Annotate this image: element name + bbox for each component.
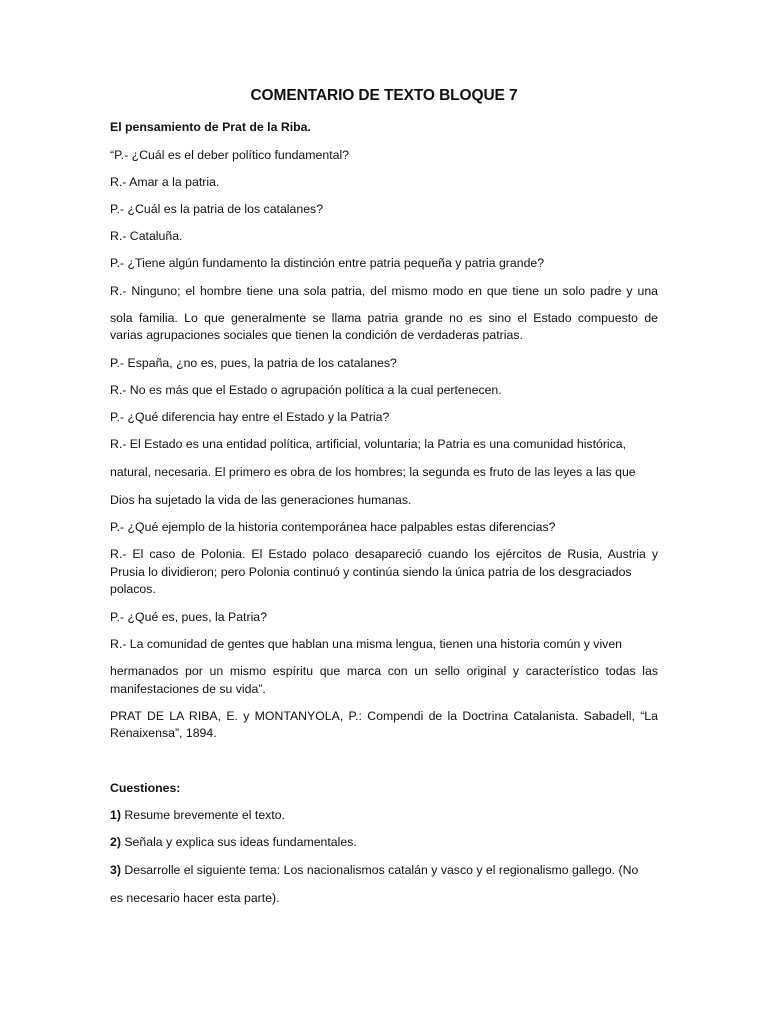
dialogue-line: manifestaciones de su vida”. xyxy=(110,682,266,696)
dialogue-line: P.- España, ¿no es, pues, la patria de los catalanes? xyxy=(110,356,397,370)
question-item xyxy=(110,833,658,851)
dialogue-line: P.- ¿Qué es, pues, la Patria? xyxy=(110,610,267,624)
dialogue-line: varias agrupaciones sociales que tienen la condición de verdaderas patrias. xyxy=(110,328,523,342)
document-subtitle: El pensamiento de Prat de la Riba. xyxy=(110,120,311,134)
dialogue-line: R.- Cataluña. xyxy=(110,229,183,243)
question-text: Señala y explica sus ideas fundamentales. xyxy=(120,835,357,849)
question-number: 3) xyxy=(110,863,121,877)
question-number: 2) xyxy=(110,835,121,849)
question-number: 1) xyxy=(110,808,121,822)
dialogue-line: “P.- ¿Cuál es el deber político fundamental? xyxy=(110,148,350,162)
dialogue-line: R.- No es más que el Estado o agrupación política a la cual pertenecen. xyxy=(110,383,502,397)
dialogue-line: P.- ¿Qué ejemplo de la historia contemporánea hace palpables estas diferencias? xyxy=(110,520,556,534)
question-continuation: es necesario hacer esta parte). xyxy=(110,891,280,905)
dialogue-line: sola familia. Lo que generalmente se llama patria grande no es sino el Estado compuesto de xyxy=(110,311,658,325)
page-title: COMENTARIO DE TEXTO BLOQUE 7 xyxy=(250,87,518,104)
dialogue-line: R.- Ninguno; el hombre tiene una sola patria, del mismo modo en que tiene un solo padre y una xyxy=(110,284,658,298)
dialogue-line: R.- Amar a la patria. xyxy=(110,175,220,189)
dialogue-line: R.- La comunidad de gentes que hablan una misma lengua, tienen una historia común y viven xyxy=(110,637,623,651)
dialogue-line: R.- El Estado es una entidad política, artificial, voluntaria; la Patria es una comunidad histórica, xyxy=(110,437,627,451)
dialogue-line: P.- ¿Qué diferencia hay entre el Estado y la Patria? xyxy=(110,410,390,424)
citation-line: PRAT DE LA RIBA, E. y MONTANYOLA, P.: Compendi de la Doctrina Catalanista. Sabadell, “La xyxy=(110,709,658,723)
dialogue-line: polacos. xyxy=(110,582,156,596)
dialogue-line: hermanados por un mismo espíritu que marca con un sello original y característico todas las xyxy=(110,664,658,678)
dialogue-line: P.- ¿Cuál es la patria de los catalanes? xyxy=(110,202,324,216)
dialogue-line: natural, necesaria. El primero es obra de los hombres; la segunda es fruto de las leyes a las que xyxy=(110,465,636,479)
question-item xyxy=(110,806,658,824)
question-item xyxy=(110,861,658,879)
question-text: Resume brevemente el texto. xyxy=(120,808,285,822)
dialogue-line: R.- El caso de Polonia. El Estado polaco desapareció cuando los ejércitos de Rusia, Austria y xyxy=(110,547,658,561)
question-text: Desarrolle el siguiente tema: Los nacionalismos catalán y vasco y el regionalismo gallego. (No xyxy=(120,863,639,877)
dialogue-line: Dios ha sujetado la vida de las generaciones humanas. xyxy=(110,493,412,507)
citation-line: Renaixensa”, 1894. xyxy=(110,726,217,740)
dialogue-line: P.- ¿Tiene algún fundamento la distinción entre patria pequeña y patria grande? xyxy=(110,256,545,270)
dialogue-line: Prusia lo dividieron; pero Polonia continuó y continúa siendo la única patria de los desgraciados xyxy=(110,565,632,579)
questions-heading: Cuestiones: xyxy=(110,781,181,795)
